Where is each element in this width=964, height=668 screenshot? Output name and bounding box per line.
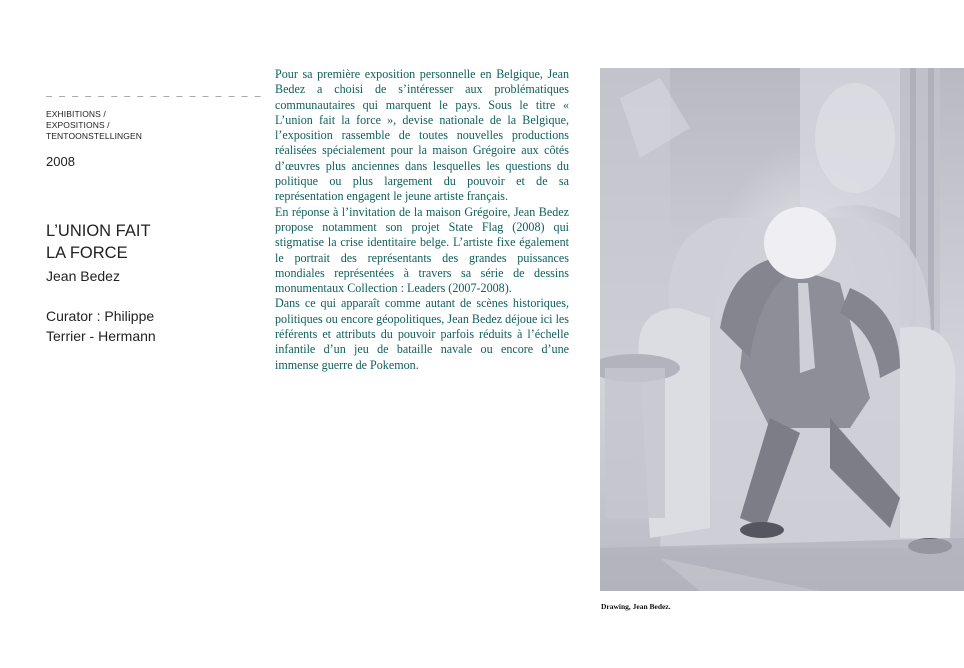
description-paragraph: Dans ce qui apparaît comme autant de scènes historiques, politiques ou encore géopolitiques, Jean Bedez déjoue ici les référents et attributs du pouvoir parfois réduits à l’échelle infantile d’un jeu de bataille navale ou encore d’une immense guerre de Pokemon. — [275, 296, 569, 372]
description-paragraph: En réponse à l’invitation de la maison Grégoire, Jean Bedez propose notamment son projet State Flag (2008) qui stigmatise la crise identitaire belge. L’artiste fixe également le portrait des représentants des grandes puissances mondiales représentées à travers sa série de dessins monumentaux Collection : Leaders (2007-2008). — [275, 204, 569, 296]
exhibition-title-line: LA FORCE — [46, 244, 128, 262]
exhibition-title — [46, 220, 151, 264]
exhibition-description — [275, 67, 569, 373]
description-paragraph: Pour sa première exposition personnelle en Belgique, Jean Bedez a choisi de s’intéresser aux problématiques communautaires qui marquent le pays. Sous le titre « L’union fait la force », devise nationale de la Belgique, l’exposition rassemble de toutes nouvelles productions réalisées spécialement pour la maison Grégoire aux côtés d’œuvres plus anciennes dans lesquelles les questions du politique ou plus largement du pouvoir et de sa représentation engagent le jeune artiste français. — [275, 67, 569, 204]
artist-name: Jean Bedez — [46, 268, 120, 284]
drawing-illustration — [600, 68, 964, 591]
section-label-line: EXPOSITIONS / — [46, 120, 110, 130]
curator-line: Curator : Philippe — [46, 308, 155, 324]
exhibition-year: 2008 — [46, 154, 75, 169]
image-caption: Drawing, Jean Bedez. — [601, 602, 671, 611]
curator-credit — [46, 306, 156, 346]
section-label — [46, 109, 142, 142]
curator-line: Terrier - Hermann — [46, 328, 156, 344]
section-label-line: TENTOONSTELLINGEN — [46, 131, 143, 141]
exhibition-title-line: L’UNION FAIT — [46, 222, 151, 240]
dashed-rule: _ _ _ _ _ _ _ _ _ _ _ _ _ _ _ _ _ — [46, 86, 262, 97]
drawing-image — [600, 68, 964, 591]
section-label-line: EXHIBITIONS / — [46, 109, 106, 119]
